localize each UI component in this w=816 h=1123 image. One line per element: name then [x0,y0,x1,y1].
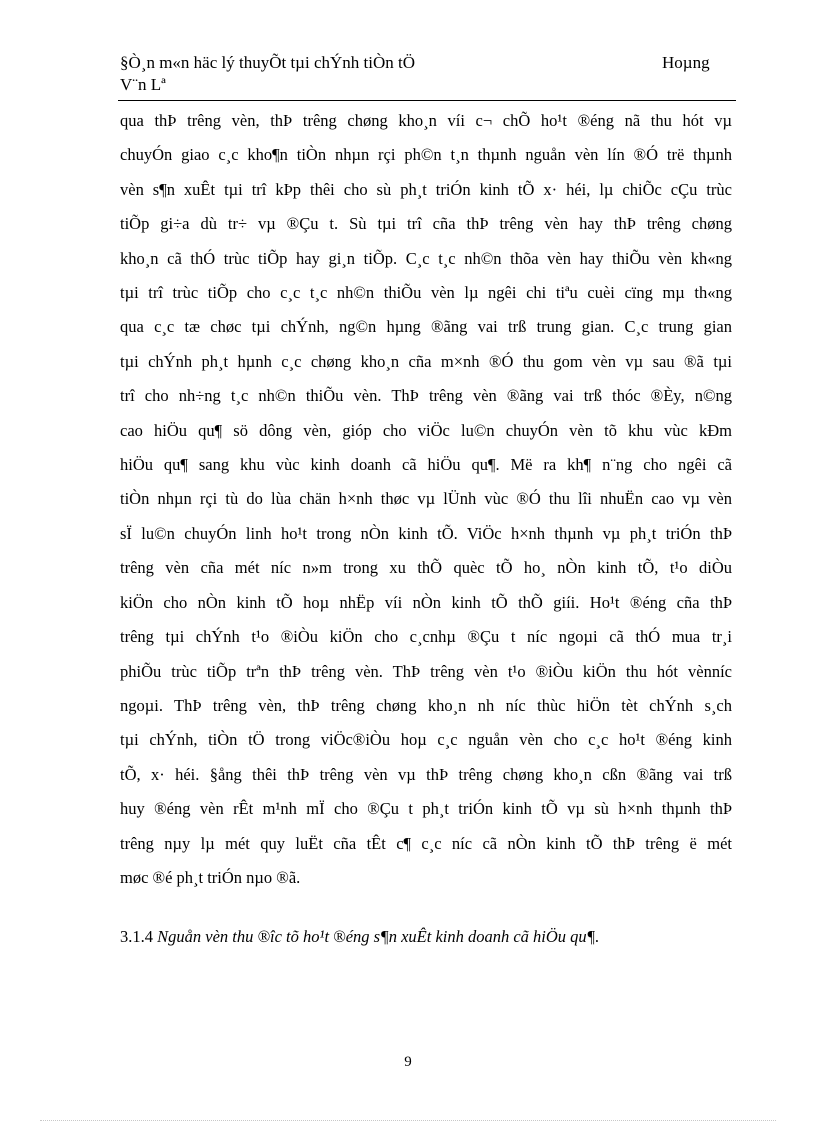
text-line: kiÖn cho nÒn kinh tÕ hoµ nhËp víi nÒn kinh tÕ thÕ giíi. Ho¹t ®éng cña thÞ [120,592,732,612]
text-line: tµi chÝnh, tiÒn tÖ trong viÖc®iÒu hoµ c¸c nguån vèn cho c¸c ho¹t ®éng kinh [120,730,732,750]
text-line: sÏ lu©n chuyÓn linh ho¹t trong nÒn kinh tÕ. ViÖc h×nh thµnh vµ ph¸t triÓn thÞ [120,523,732,543]
text-line: trêng nµy lµ mét quy luËt cña tÊt c¶ c¸c níc cã nÒn kinh tÕ thÞ trêng ë mét [120,833,732,853]
text-line: cao hiÖu qu¶ sö dông vèn, gióp cho viÖc lu©n chuyÓn vèn tõ khu vùc kÐm [120,420,732,440]
text-line: qua thÞ trêng vèn, thÞ trêng chøng kho¸n víi c¬ chÕ ho¹t ®éng nã thu hót vµ [120,111,732,130]
text-line: tiÕp gi÷a dù tr÷ vµ ®Çu t. Sù tµi trî cña thÞ trêng vèn hay thÞ trêng chøng [120,214,732,234]
header-title-line2: V¨n Lª [120,75,166,94]
text-line: trî cho nh÷ng t¸c nh©n thiÕu vèn. ThÞ trêng vèn ®ãng vai trß thóc ®Èy, n©ng [120,386,732,406]
text-line: tiÒn nhµn rçi tù do lùa chän h×nh thøc vµ lÜnh vùc ®Ó thu lîi nhuËn cao vµ vèn [120,489,732,509]
text-line: hiÖu qu¶ sang khu vùc kinh doanh cã hiÖu qu¶. Më ra kh¶ n¨ng cho ngêi cã [120,455,732,475]
text-line: tµi trî trùc tiÕp cho c¸c t¸c nh©n thiÕu vèn lµ ngêi chi tiªu cuèi cïng mµ th«ng [120,283,732,303]
page-number: 9 [404,1054,412,1070]
section-heading [120,926,732,948]
page-bottom-border [40,1120,776,1121]
header-divider [118,100,736,101]
text-line: tµi chÝnh ph¸t hµnh c¸c chøng kho¸n cña m×nh ®Ó thu gom vèn vµ sau ®ã tµi [120,351,732,371]
text-line: vèn s¶n xuÊt tµi trî kÞp thêi cho sù ph¸t triÓn kinh tÕ x· héi, lµ chiÕc cÇu trùc [120,179,732,199]
text-line: huy ®éng vèn rÊt m¹nh mÏ cho ®Çu t ph¸t triÓn kinh tÕ vµ sù h×nh thµnh thÞ [120,799,732,819]
text-line: qua c¸c tæ chøc tµi chÝnh, ng©n hµng ®ãng vai trß trung gian. C¸c trung gian [120,317,732,337]
text-line: trêng vèn cña mét níc n»m trong xu thÕ quèc tÕ ho¸ nÒn kinh tÕ, t¹o diÒu [120,558,732,578]
header-title-line1: §Ò¸n m«n häc lý thuyÕt tµi chÝnh tiÒn tÖ [120,53,415,72]
page-header [120,52,736,100]
header-author: Hoµng [662,53,710,72]
section-title: Nguån vèn thu ®îc tõ ho¹t ®éng s¶n xuÊt kinh doanh cã hiÖu qu¶. [157,927,600,946]
text-line: phiÕu trùc tiÕp trªn thÞ trêng vèn. ThÞ trêng vèn t¹o ®iÒu kiÖn thu hót vènníc [120,661,732,681]
header-title [120,52,500,96]
text-line: chuyÓn giao c¸c kho¶n tiÒn nhµn rçi ph©n t¸n thµnh nguån vèn lín ®Ó trë thµnh [120,145,732,165]
text-line: møc ®é ph¸t triÓn nµo ®ã. [120,867,301,887]
text-line: tÕ, x· héi. §ång thêi thÞ trêng vèn vµ thÞ trêng chøng kho¸n cßn ®ãng vai trß [120,764,732,784]
text-line: kho¸n cã thÓ trùc tiÕp hay gi¸n tiÕp. C¸c t¸c nh©n thõa vèn hay thiÕu vèn kh«ng [120,248,732,268]
section-number: 3.1.4 [120,927,153,946]
text-line: trêng tµi chÝnh t¹o ®iÒu kiÖn cho c¸cnhµ ®Çu t níc ngoµi cã thÓ mua tr¸i [120,627,732,647]
body-paragraph [120,104,732,895]
text-line: ngoµi. ThÞ trêng vèn, thÞ trêng chøng kho¸n nh níc thùc hiÖn tèt chÝnh s¸ch [120,695,732,715]
